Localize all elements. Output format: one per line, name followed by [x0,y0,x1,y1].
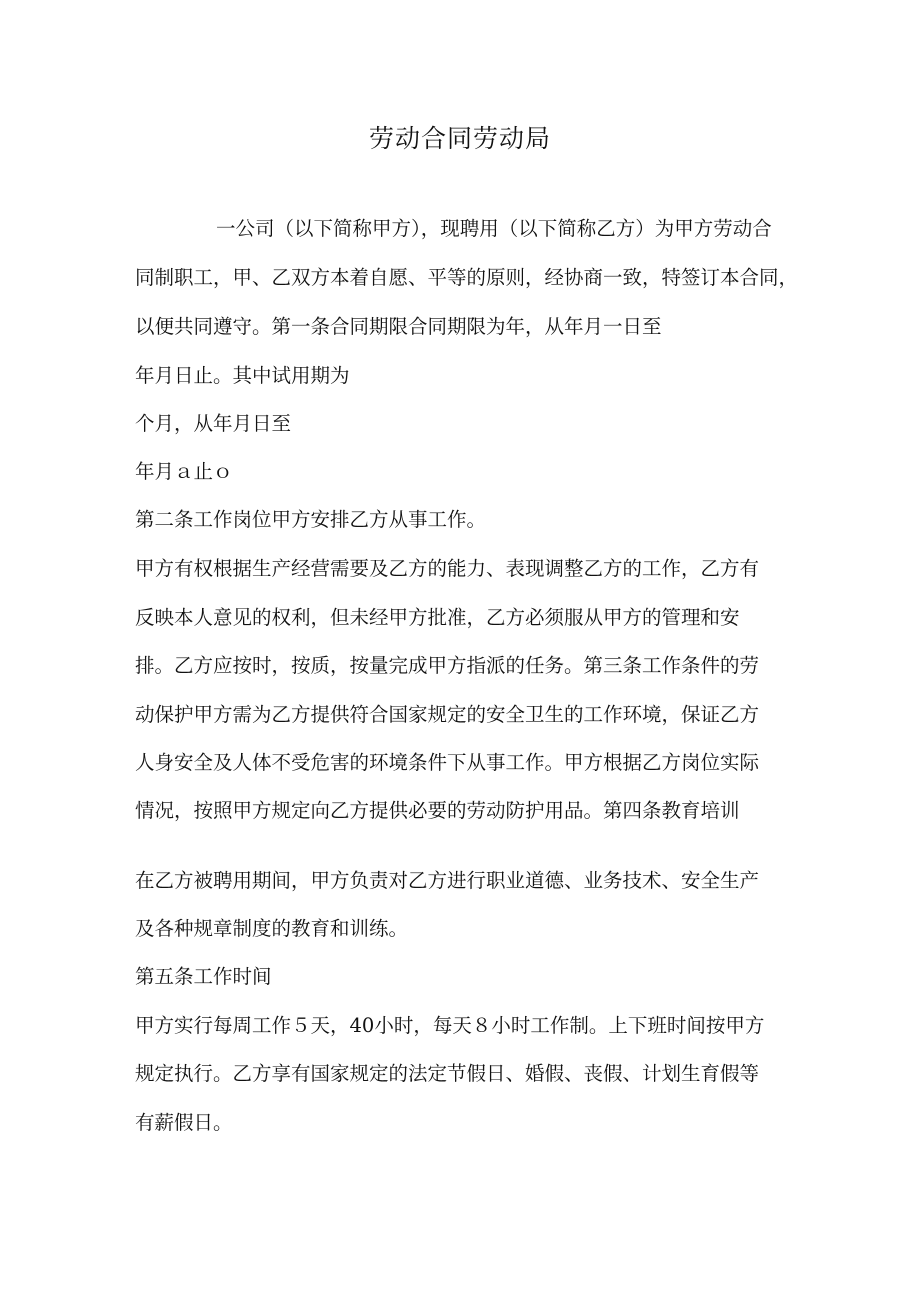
paragraph-line: 个月，从年月日至 [135,412,292,435]
paragraph-line: 动保护甲方需为乙方提供符合国家规定的安全卫生的工作环境，保证乙方 [135,703,760,726]
paragraph-line: 及各种规章制度的教育和训练。 [135,917,409,940]
paragraph-line: 情况，按照甲方规定向乙方提供必要的劳动防护用品。第四条教育培训 [135,799,740,822]
paragraph-line: 年月ａ止ｏ [135,460,233,483]
paragraph-line: 甲方实行每周工作５天，40小时，每天８小时工作制。上下班时间按甲方 [135,1014,765,1037]
paragraph-line: 反映本人意见的权利，但未经甲方批准，乙方必须服从甲方的管理和安 [135,606,740,629]
section-heading: 第二条工作岗位甲方安排乙方从事工作。 [135,508,487,531]
paragraph-line: 在乙方被聘用期间，甲方负责对乙方进行职业道德、业务技术、安全生产 [135,869,760,892]
paragraph-line: 以便共同遵守。第一条合同期限合同期限为年，从年月一日至 [135,315,662,338]
paragraph-line: 一公司（以下简称甲方），现聘用（以下简称乙方）为甲方劳动合 [216,217,772,240]
paragraph-line: 同制职工，甲、乙双方本着自愿、平等的原则，经协商一致，特签订本合同， [135,266,799,289]
paragraph-line: 甲方有权根据生产经营需要及乙方的能力、表现调整乙方的工作，乙方有 [135,557,760,580]
paragraph-line: 排。乙方应按时，按质，按量完成甲方指派的任务。第三条工作条件的劳 [135,654,760,677]
paragraph-line: 有薪假日。 [135,1111,233,1134]
paragraph-line: 年月日止。其中试用期为 [135,364,350,387]
document-title: 劳动合同劳动局 [368,124,551,153]
section-heading: 第五条工作时间 [135,965,272,988]
paragraph-line: 人身安全及人体不受危害的环境条件下从事工作。甲方根据乙方岗位实际 [135,751,760,774]
paragraph-line: 规定执行。乙方享有国家规定的法定节假日、婚假、丧假、计划生育假等 [135,1062,760,1085]
